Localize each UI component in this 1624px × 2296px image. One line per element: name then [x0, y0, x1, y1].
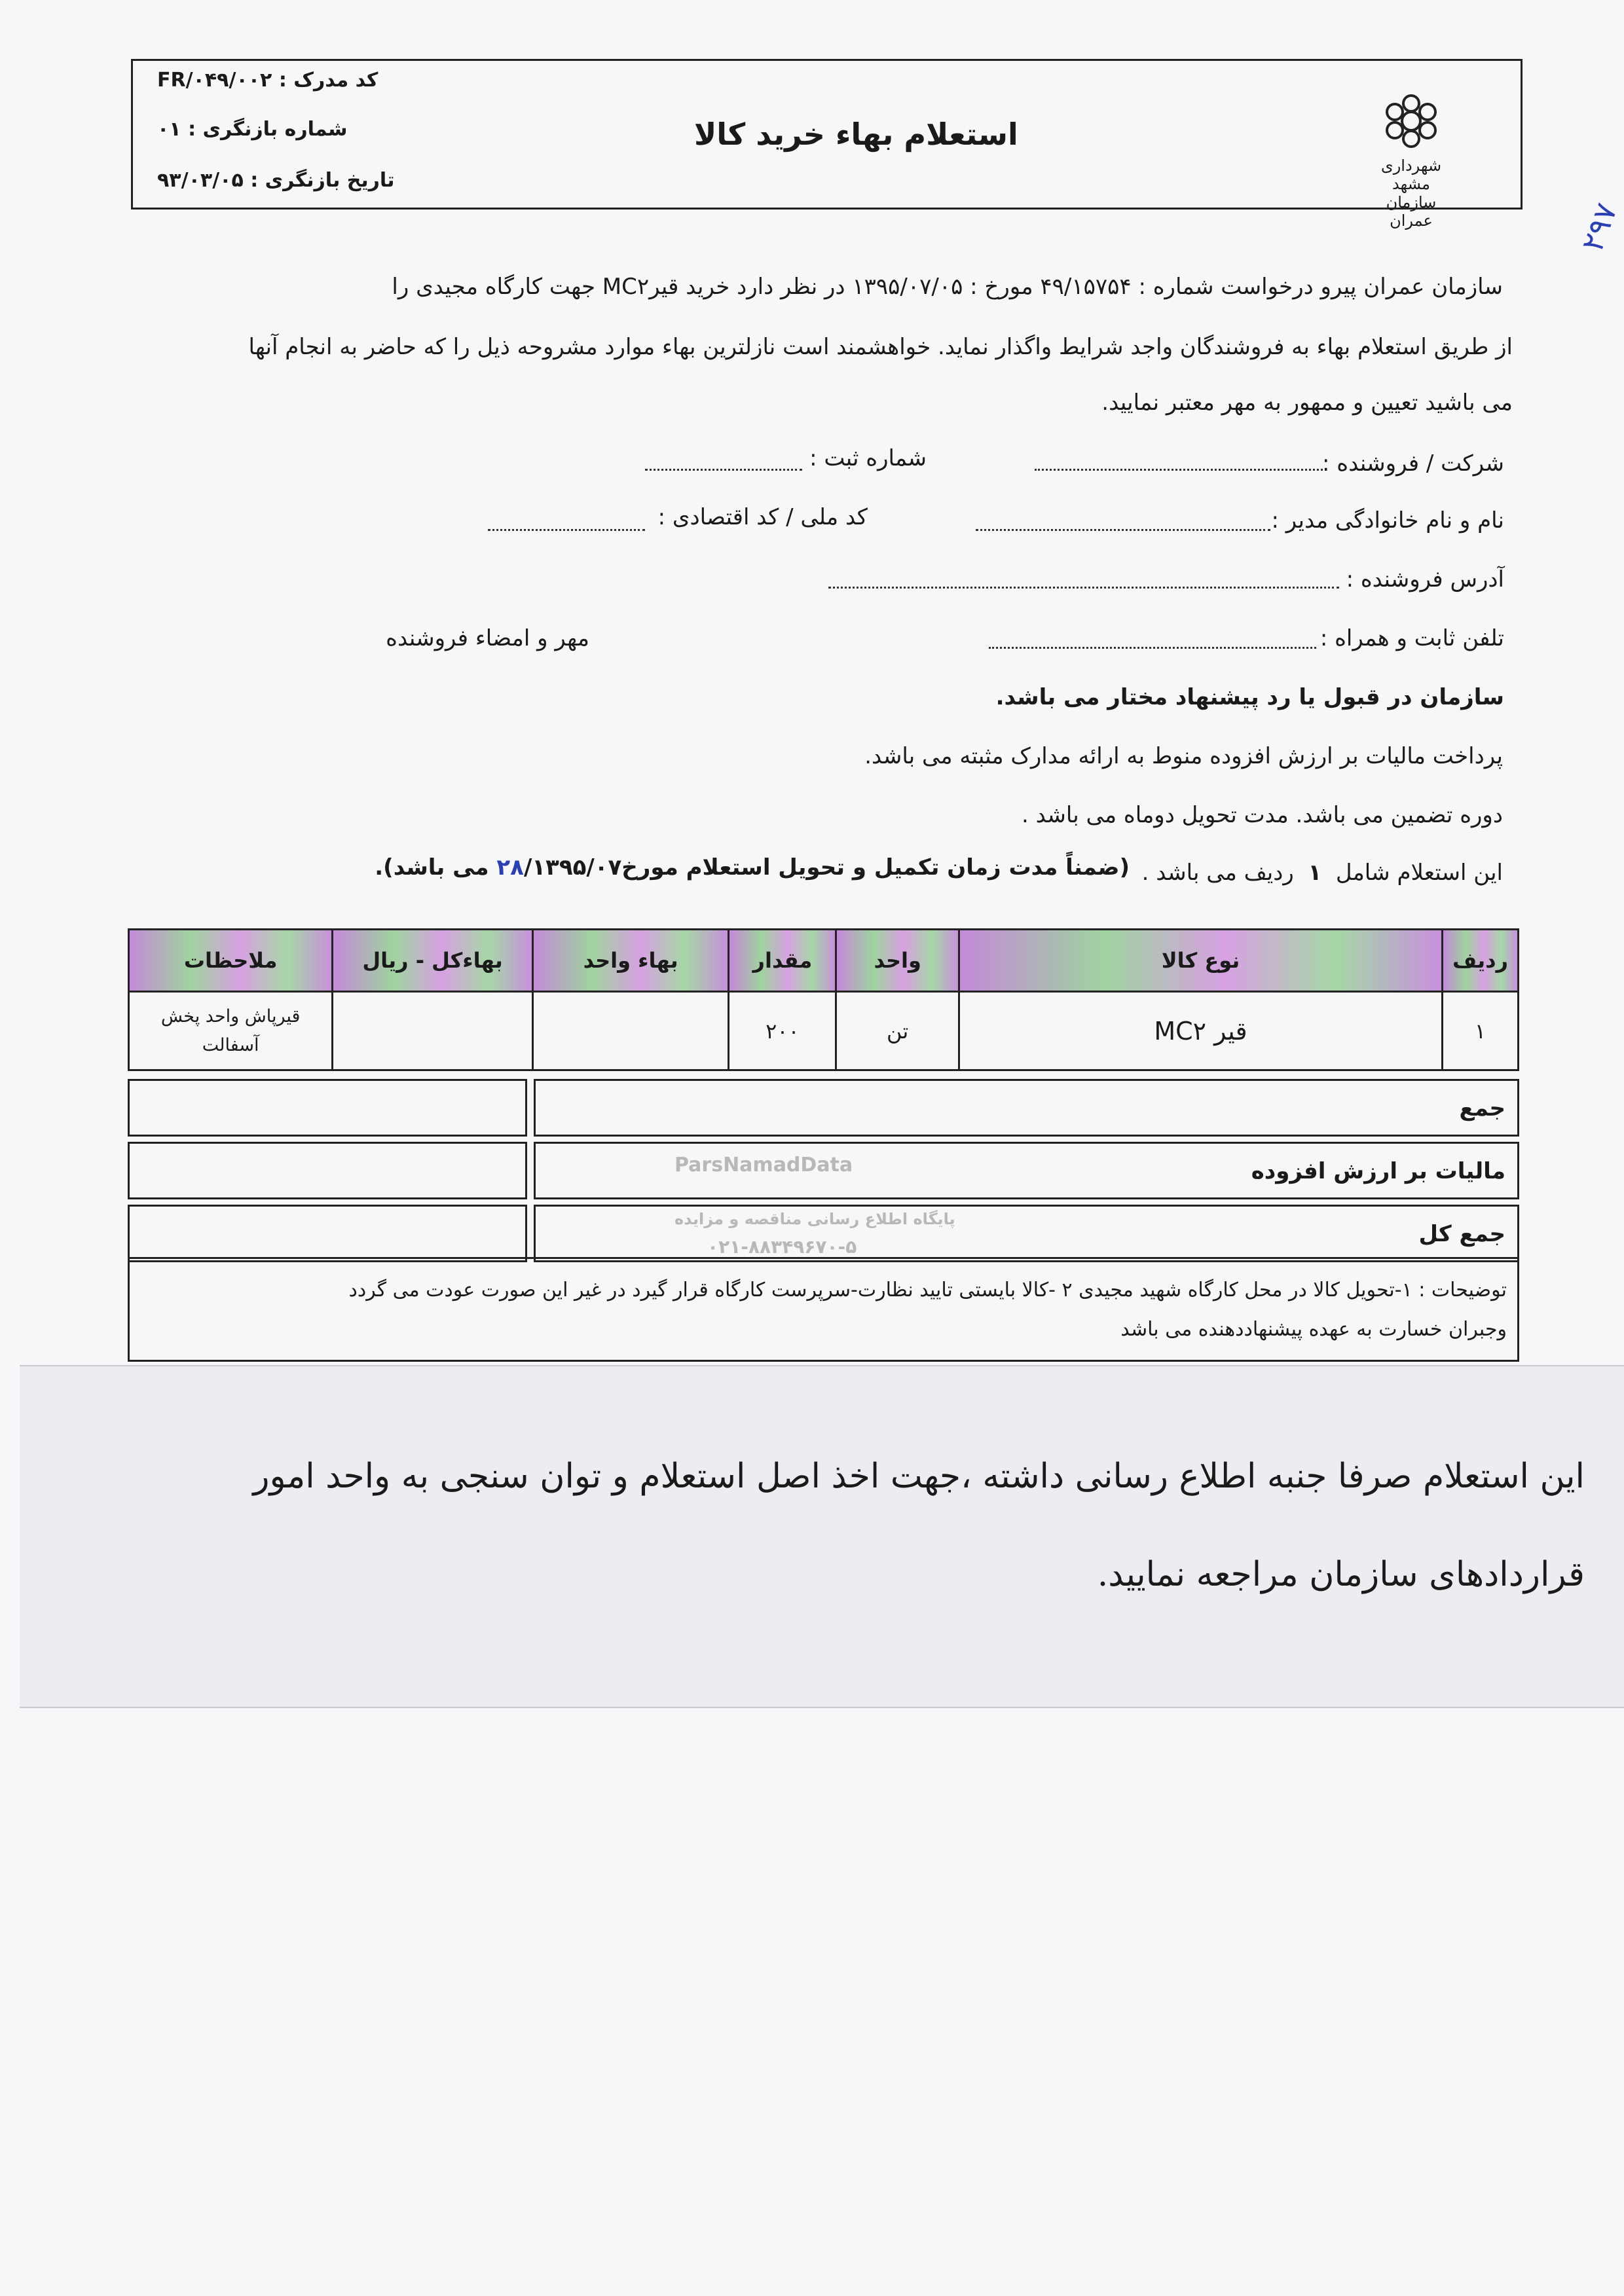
logo-emblem-icon: [1372, 92, 1450, 154]
cell-remarks: قیرپاش واحد پخش آسفالت: [129, 992, 333, 1070]
header-unit-price: بهاء واحد: [532, 930, 729, 992]
national-code-field-label: کد ملی / کد اقتصادی :: [657, 504, 868, 530]
header-row-number: ردیف: [1443, 930, 1519, 992]
table-header-row: [129, 930, 1519, 992]
header-unit: واحد: [836, 930, 959, 992]
sum-label-cell: [534, 1079, 1519, 1137]
watermark-brand: ParsNamadData: [674, 1154, 853, 1176]
header-quantity: مقدار: [729, 930, 836, 992]
cell-row-number: ۱: [1443, 992, 1519, 1070]
rows-count-prefix: این استعلام شامل: [1335, 860, 1503, 886]
logo-caption-top: شهرداری مشهد: [1380, 156, 1442, 193]
company-field-line[interactable]: [1035, 452, 1323, 471]
overlay-notice-text: [46, 1427, 1585, 1624]
notes-line-2: وجبران خسارت به عهده پیشنهاددهنده می باشد: [1120, 1318, 1507, 1341]
intro-line-1: سازمان عمران پیرو درخواست شماره : ۴۹/۱۵۷۵۴ مورخ : ۱۳۹۵/۰۷/۰۵ در نظر دارد خرید قیرMC۲ جهت کارگاه مجیدی را: [392, 274, 1503, 300]
national-code-field-line[interactable]: [488, 512, 645, 531]
header-item-type: نوع کالا: [959, 930, 1443, 992]
revision-number: شماره بازنگری : ۰۱: [157, 118, 348, 141]
doc-code: کد مدرک : FR/۰۴۹/۰۰۲: [157, 69, 378, 92]
cell-unit: تن: [836, 992, 959, 1070]
revision-date: تاریخ بازنگری : ۹۳/۰۳/۰۵: [157, 169, 395, 192]
vat-label: مالیات بر ارزش افزوده: [1251, 1158, 1505, 1184]
registration-field-line[interactable]: [645, 452, 802, 471]
organization-logo: [1372, 92, 1450, 230]
cell-quantity: ۲۰۰: [729, 992, 836, 1070]
notes-line-1: توضیحات : ۱-تحویل کالا در محل کارگاه شهید مجیدی ۲ -کالا بایستی تایید نظارت-سرپرست کارگاه قرار گیرد در غیر این صورت عودت می گردد: [348, 1279, 1507, 1302]
manager-field-label: نام و نام خانوادگی مدیر :: [1271, 507, 1504, 534]
deadline-suffix: /۱۳۹۵/۰۷ می باشد).: [375, 854, 622, 881]
header-total-price: بهاءکل - ریال: [333, 930, 533, 992]
sum-label: جمع: [1459, 1095, 1505, 1121]
vat-value-cell[interactable]: [128, 1142, 527, 1199]
overlay-notice-line-1: این استعلام صرفا جنبه اطلاع رسانی داشته ،جهت اخذ اصل استعلام و توان سنجی به واحد امور: [253, 1457, 1585, 1496]
table-row: [129, 992, 1519, 1070]
watermark-phone: ۰۲۱-۸۸۳۴۹۶۷۰-۵: [707, 1236, 857, 1258]
grand-total-label: جمع کل: [1418, 1221, 1505, 1247]
grand-total-value-cell[interactable]: [128, 1205, 527, 1262]
manager-field-line[interactable]: [976, 512, 1270, 531]
guarantee-delivery-condition: دوره تضمین می باشد. مدت تحویل دوماه می باشد .: [1021, 802, 1503, 828]
phone-field-line[interactable]: [989, 630, 1316, 649]
deadline-day-handwritten: ۲۸: [496, 854, 524, 881]
logo-caption-bottom: سازمان عمران: [1386, 193, 1437, 230]
document-title: استعلام بهاء خرید کالا: [694, 117, 1018, 152]
header-remarks: ملاحظات: [129, 930, 333, 992]
address-field-line[interactable]: [828, 570, 1339, 589]
acceptance-condition: سازمان در قبول یا رد پیشنهاد مختار می باشد.: [995, 684, 1504, 710]
sum-value-cell[interactable]: [128, 1079, 527, 1137]
address-field-label: آدرس فروشنده :: [1346, 566, 1504, 592]
items-table: [128, 928, 1519, 1071]
rows-count-suffix: ردیف می باشد .: [1141, 860, 1294, 886]
overlay-notice-line-2: قراردادهای سازمان مراجعه نمایید.: [1097, 1555, 1585, 1594]
cell-total-price[interactable]: [333, 992, 533, 1070]
watermark-caption: پایگاه اطلاع رسانی مناقصه و مزایده: [674, 1210, 955, 1228]
intro-line-3: می باشید تعیین و ممهور به مهر معتبر نمایید.: [1101, 390, 1513, 416]
intro-line-2: از طریق استعلام بهاء به فروشندگان واجد شرایط واگذار نماید. خواهشمند است نازلترین بهاء موارد مشروحه ذیل را که حاضر به انجام آنها: [248, 334, 1513, 360]
cell-item-type: قیر MC۲: [959, 992, 1443, 1070]
rows-count-value: ۱: [1308, 860, 1322, 886]
margin-handwritten-note: ۲۹۷: [1574, 198, 1624, 257]
rows-count-line: [1142, 860, 1503, 886]
phone-field-label: تلفن ثابت و همراه :: [1320, 625, 1504, 651]
seller-stamp-label: مهر و امضاء فروشنده: [386, 625, 589, 651]
notes-box: [128, 1257, 1519, 1362]
cell-unit-price[interactable]: [532, 992, 729, 1070]
registration-field-label: شماره ثبت :: [809, 445, 927, 471]
company-field-label: شرکت / فروشنده :: [1322, 450, 1504, 477]
deadline-prefix: (ضمناً مدت زمان تکمیل و تحویل استعلام مورخ: [621, 854, 1130, 881]
deadline-line: [375, 854, 1130, 881]
tax-condition: پرداخت مالیات بر ارزش افزوده منوط به ارائه مدارک مثبته می باشد.: [864, 743, 1503, 769]
